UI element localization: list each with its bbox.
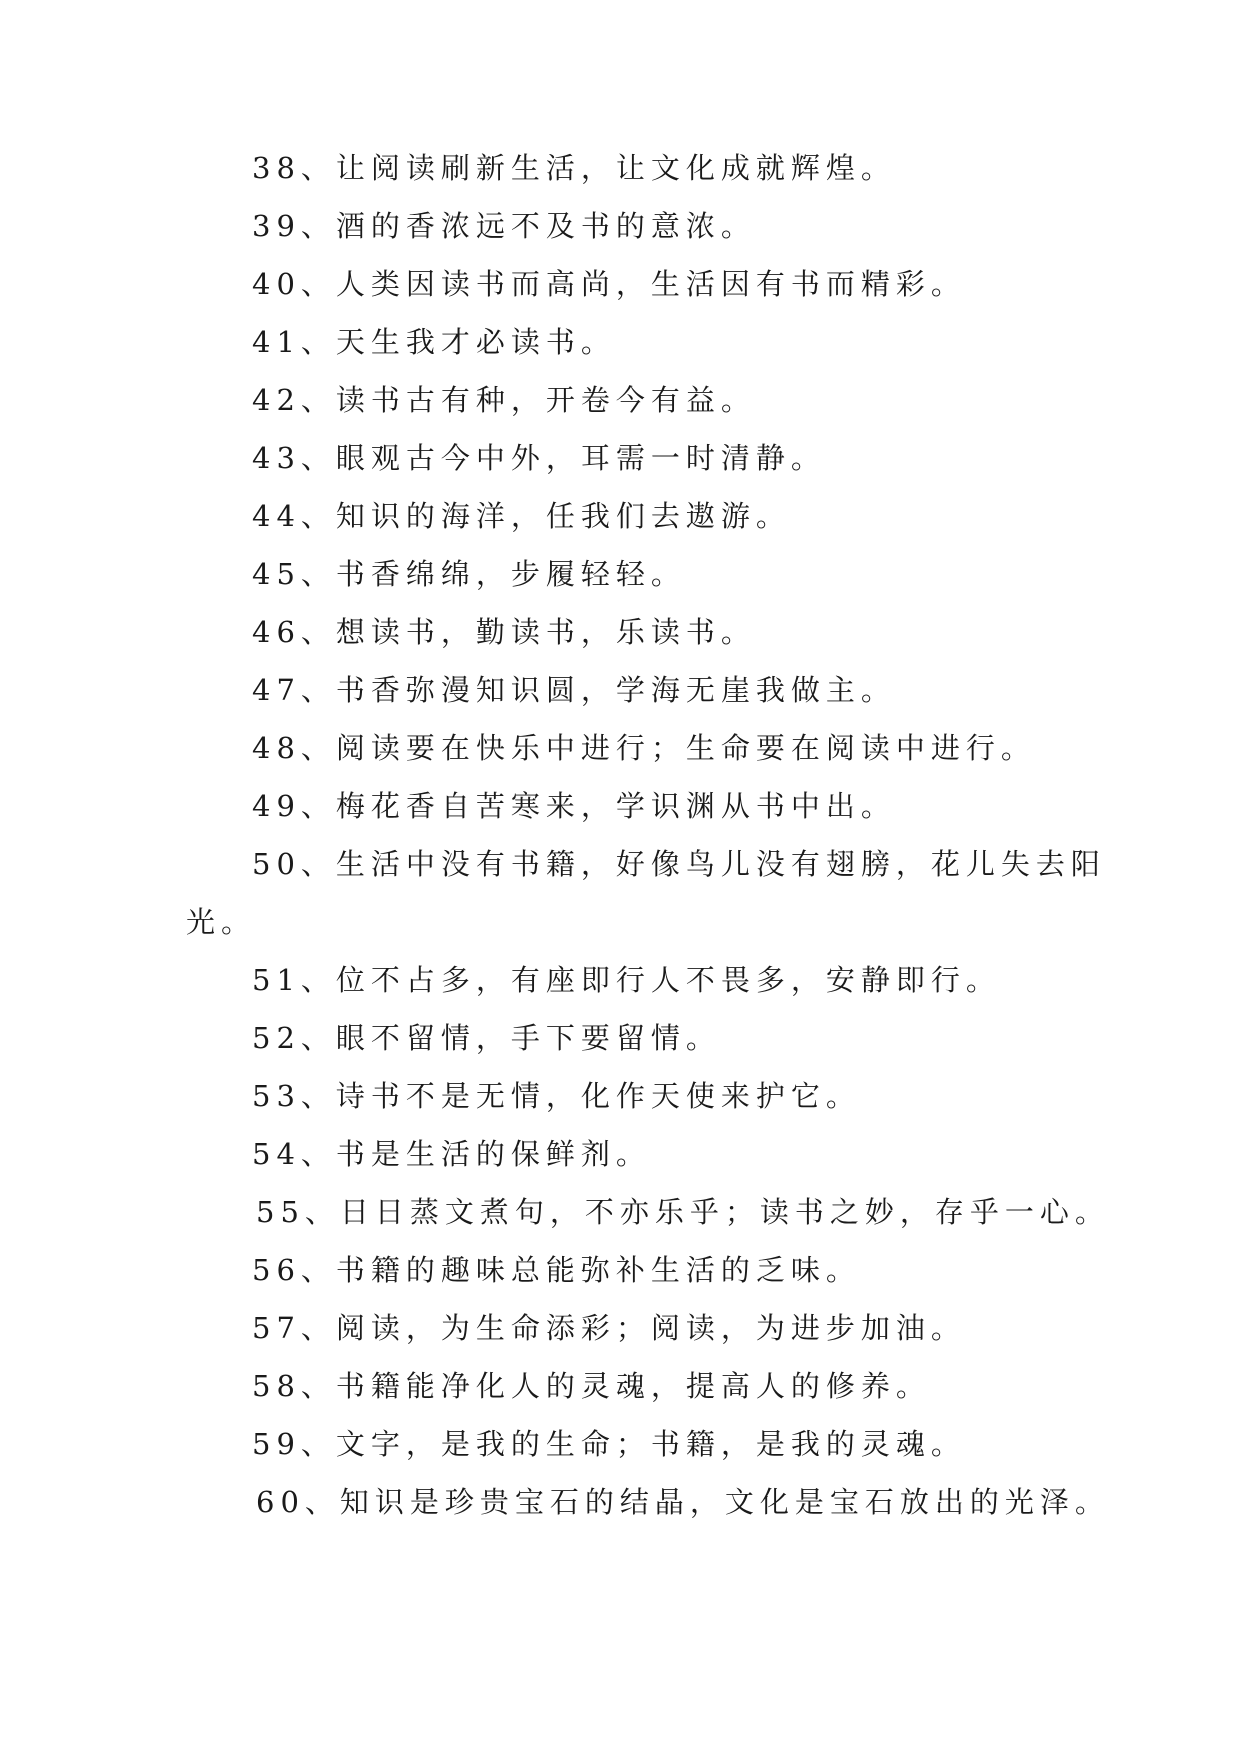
text-line-41: 41、天生我才必读书。 <box>252 325 616 359</box>
text-line-53: 53、诗书不是无情，化作天使来护它。 <box>252 1079 861 1113</box>
text-line-60: 60、知识是珍贵宝石的结晶，文化是宝石放出的光泽。 <box>256 1485 1110 1519</box>
text-line-52: 52、眼不留情，手下要留情。 <box>252 1021 721 1055</box>
text-line-47: 47、书香弥漫知识圆，学海无崖我做主。 <box>252 673 896 707</box>
text-line-38: 38、让阅读刷新生活，让文化成就辉煌。 <box>252 151 896 185</box>
text-line-51: 51、位不占多，有座即行人不畏多，安静即行。 <box>252 963 1001 997</box>
text-line-56: 56、书籍的趣味总能弥补生活的乏味。 <box>252 1253 861 1287</box>
text-line-58: 58、书籍能净化人的灵魂，提高人的修养。 <box>252 1369 931 1403</box>
text-line-55: 55、日日蒸文煮句，不亦乐乎；读书之妙，存乎一心。 <box>256 1195 1110 1229</box>
text-line-57: 57、阅读，为生命添彩；阅读，为进步加油。 <box>252 1311 966 1345</box>
text-line-42: 42、读书古有种，开卷今有益。 <box>252 383 756 417</box>
text-line-54: 54、书是生活的保鲜剂。 <box>252 1137 651 1171</box>
text-line-40: 40、人类因读书而高尚，生活因有书而精彩。 <box>252 267 966 301</box>
text-line-59: 59、文字，是我的生命；书籍，是我的灵魂。 <box>252 1427 966 1461</box>
text-line-39: 39、酒的香浓远不及书的意浓。 <box>252 209 756 243</box>
text-line-50-continued: 光。 <box>186 905 257 939</box>
text-line-45: 45、书香绵绵，步履轻轻。 <box>252 557 686 591</box>
text-line-49: 49、梅花香自苦寒来，学识渊从书中出。 <box>252 789 896 823</box>
text-line-46: 46、想读书，勤读书，乐读书。 <box>252 615 756 649</box>
text-line-44: 44、知识的海洋，任我们去遨游。 <box>252 499 791 533</box>
text-line-43: 43、眼观古今中外，耳需一时清静。 <box>252 441 826 475</box>
text-line-50: 50、生活中没有书籍，好像鸟儿没有翅膀，花儿失去阳 <box>252 847 1106 881</box>
text-line-48: 48、阅读要在快乐中进行；生命要在阅读中进行。 <box>252 731 1036 765</box>
